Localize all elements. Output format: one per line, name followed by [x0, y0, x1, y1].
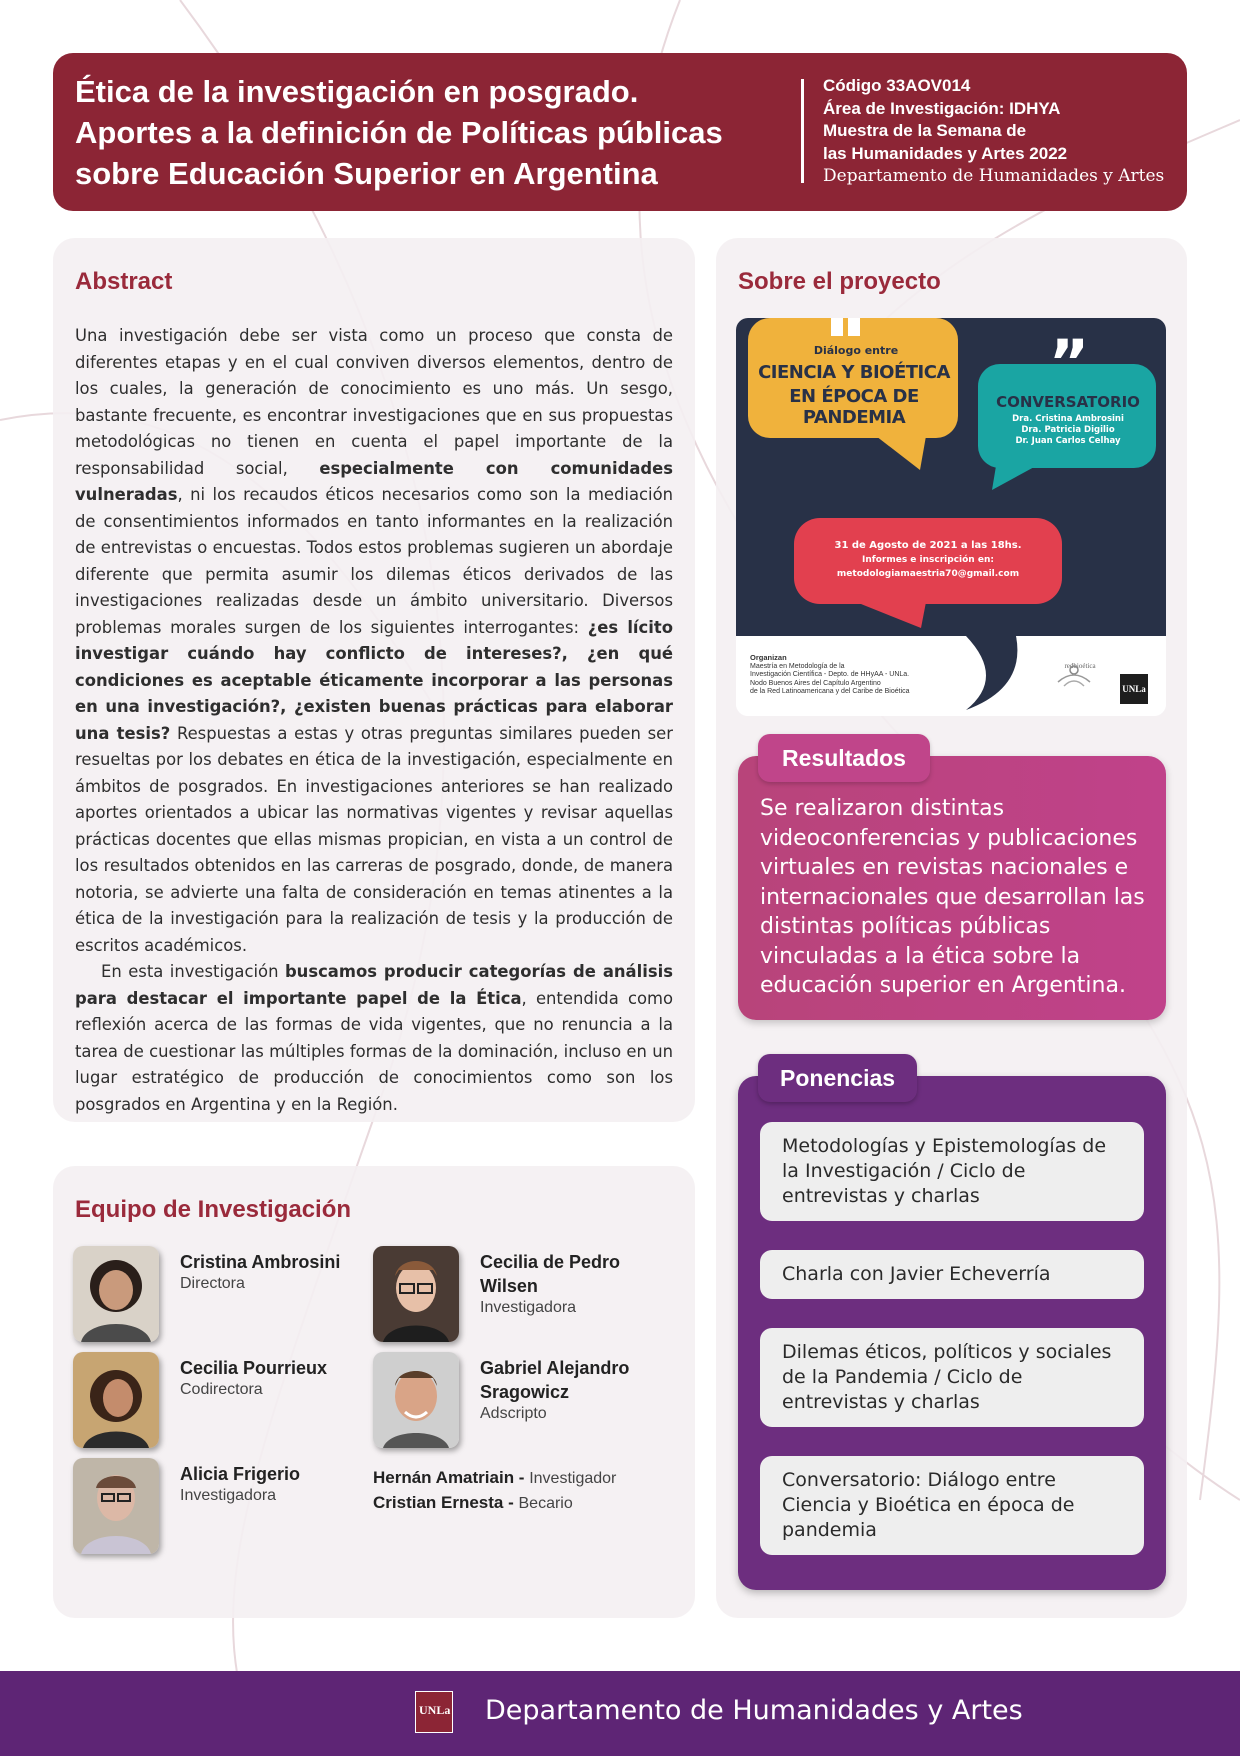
org-line: de la Red Latinoamericana y del Caribe de Bioética [750, 688, 910, 695]
redbioetica-text: redbioética [1064, 662, 1096, 670]
redbioetica-logo [1054, 662, 1106, 706]
event-line-1: Muestra de la Semana de [823, 121, 1027, 140]
extra-member [373, 1491, 616, 1516]
member-role: Codirectora [180, 1381, 263, 1398]
member-role: Adscripto [480, 1405, 547, 1422]
poster-headline-2: EN ÉPOCA DE PANDEMIA [789, 386, 919, 428]
abstract-title: Abstract [75, 268, 173, 295]
abstract-text-span: , entendida como reflexión acerca de las formas de vida vigentes, que no renuncia a la tarea de cuestionar las múltiples formas de la dominación, incluso en un lugar estratégico de producción de conocimientos como son los posgrados en Argentina y en la Región. [75, 988, 673, 1114]
header-department: Departamento de Humanidades y Artes [823, 166, 1165, 186]
member-name: Cristian Ernesta - [373, 1493, 514, 1512]
ponencia-item: Metodologías y Epistemologías de la Investigación / Ciclo de entrevistas y charlas [760, 1122, 1144, 1221]
results-box [738, 745, 1166, 1020]
title-line-1: Ética de la investigación en posgrado. [75, 74, 639, 109]
org-label: Organizan [750, 653, 787, 662]
poster-speaker: Dra. Patricia Digilio [1021, 425, 1115, 435]
ponencia-item: Charla con Javier Echeverría [760, 1250, 1144, 1299]
event-line-2: las Humanidades y Artes 2022 [823, 143, 1068, 163]
poster-date: 31 de Agosto de 2021 a las 18hs. [834, 540, 1022, 551]
abstract-paragraph-2 [75, 959, 673, 1118]
team-title: Equipo de Investigación [75, 1196, 352, 1223]
additional-members [373, 1466, 616, 1516]
member-role: Becario [518, 1495, 573, 1512]
abstract-body [75, 323, 673, 1118]
header-meta [823, 75, 1183, 188]
org-line: Nodo Buenos Aires del Capítulo Argentino [750, 679, 881, 687]
research-area: Área de Investigación: IDHYA [823, 98, 1061, 118]
avatar [73, 1352, 159, 1448]
bioethics-icon [1054, 662, 1094, 690]
member-role: Directora [180, 1275, 245, 1292]
footer-department: Departamento de Humanidades y Artes [485, 1695, 1023, 1726]
member-role: Investigadora [480, 1299, 577, 1316]
abstract-text-span: Respuestas a estas y otras preguntas similares pueden ser resueltas por los debates en ética de la investigación, especialmente en ámbitos de posgrados. En investigaciones anteriores se han realizado aportes orientados a ubicar las normativas vigentes y revisar aquellas prácticas docentes que ellas mismas propician, en vista a un control de los resultados obtenidos en las carreras de posgrado, donde, de manera notoria, se advierte una falta de consideración en temas atinentes a la ética de la investigación para la realización de tesis y la producción de escritos académicos. [75, 723, 673, 955]
project-title: Sobre el proyecto [738, 268, 941, 295]
abstract-text-span: En esta investigación [101, 962, 285, 981]
member-role: Investigadora [180, 1487, 277, 1504]
poster-conversatorio: CONVERSATORIO [996, 393, 1140, 411]
right-panel [716, 238, 1187, 1618]
avatar [73, 1458, 159, 1554]
footer-logo-text: UNLa [419, 1703, 451, 1717]
abstract-text-span: , ni los recaudos éticos necesarios como son la mediación de consentimientos informados en tanto informantes en la realización de entrevistas o encuestas. Todos estos problemas sugieren un abordaje diferente que permita asumir los dilemas éticos derivados de las investigaciones realizadas desde un ámbito universitario. Diversos problemas morales surgen de los siguientes interrogantes: [75, 485, 673, 637]
header-banner [53, 53, 1187, 211]
unla-logo: UNLa [1120, 674, 1148, 704]
member-name: Gabriel Alejandro Sragowicz [480, 1358, 630, 1402]
abstract-bold-questions: ¿es lícito investigar cuándo hay conflicto de intereses?, ¿en qué condiciones es aceptable éticamente incorporar a las personas en una investigación?, ¿existen buenas prácticas para elaborar una tesis? [75, 617, 673, 743]
ponencia-item: Dilemas éticos, políticos y sociales de la Pandemia / Ciclo de entrevistas y charlas [760, 1328, 1144, 1427]
quote-icon: ” [1048, 326, 1090, 399]
poster-headline-1: CIENCIA Y BIOÉTICA [758, 362, 950, 383]
abstract-panel [53, 238, 695, 1122]
org-line: Maestría en Metodología de la [750, 662, 845, 670]
poster-speaker: Dr. Juan Carlos Celhay [1015, 436, 1121, 446]
ponencias-box [738, 1065, 1166, 1590]
avatar [373, 1352, 459, 1448]
unla-logo [415, 1691, 453, 1733]
abstract-paragraph-1 [75, 323, 673, 959]
project-code: Código 33AOV014 [823, 76, 971, 95]
member-role: Investigador [529, 1470, 617, 1487]
member-name: Cecilia de Pedro Wilsen [480, 1252, 621, 1296]
results-text: Se realizaron distintas videoconferencias y publicaciones virtuales en revistas nacionales e internacionales que desarrollan las distintas políticas públicas vinculadas a la ética sobre la educación superior en Argentina. [760, 796, 1145, 998]
member-name: Cecilia Pourrieux [180, 1358, 328, 1378]
avatar [73, 1246, 159, 1342]
header-divider [801, 79, 804, 183]
team-panel [53, 1166, 695, 1618]
results-title: Resultados [758, 734, 930, 782]
ponencia-item: Conversatorio: Diálogo entre Ciencia y Bioética en época de pandemia [760, 1456, 1144, 1555]
member-name: Cristina Ambrosini [180, 1252, 341, 1272]
poster-organizers [750, 654, 950, 697]
abstract-bold-span: especialmente con comunidades vulneradas [75, 458, 673, 504]
poster-info: Informes e inscripción en: [862, 555, 994, 565]
event-poster [736, 318, 1166, 716]
ponencias-title: Ponencias [758, 1054, 917, 1102]
member-name: Alicia Frigerio [180, 1464, 301, 1484]
member-name: Hernán Amatriain - [373, 1468, 525, 1487]
org-line: Investigación Científica - Depto. de HHyAA - UNLa. [750, 671, 910, 678]
poster-speaker: Dra. Cristina Ambrosini [1012, 414, 1124, 424]
abstract-text-span: Una investigación debe ser vista como un proceso que consta de diferentes etapas y en el cual conviven diversos elementos, dentro de los cuales, la generación de conocimiento es uno más. Un sesgo, bastante frecuente, es encontrar investigaciones que en sus propuestas metodológicas no tienen en cuenta el papel importante de la responsabilidad social, [75, 326, 673, 478]
abstract-bold-span: buscamos producir categorías de análisis para destacar el importante papel de la Ética [75, 962, 673, 1008]
poster-dialog-label: Diálogo entre [813, 344, 899, 357]
poster-email: metodologiamaestria70@gmail.com [836, 569, 1020, 579]
title-line-2: Aportes a la definición de Políticas públicas [75, 115, 723, 150]
title-line-3: sobre Educación Superior en Argentina [75, 156, 658, 191]
extra-member [373, 1466, 616, 1491]
footer [0, 1671, 1240, 1756]
avatar [373, 1246, 459, 1342]
page-title [75, 71, 775, 194]
